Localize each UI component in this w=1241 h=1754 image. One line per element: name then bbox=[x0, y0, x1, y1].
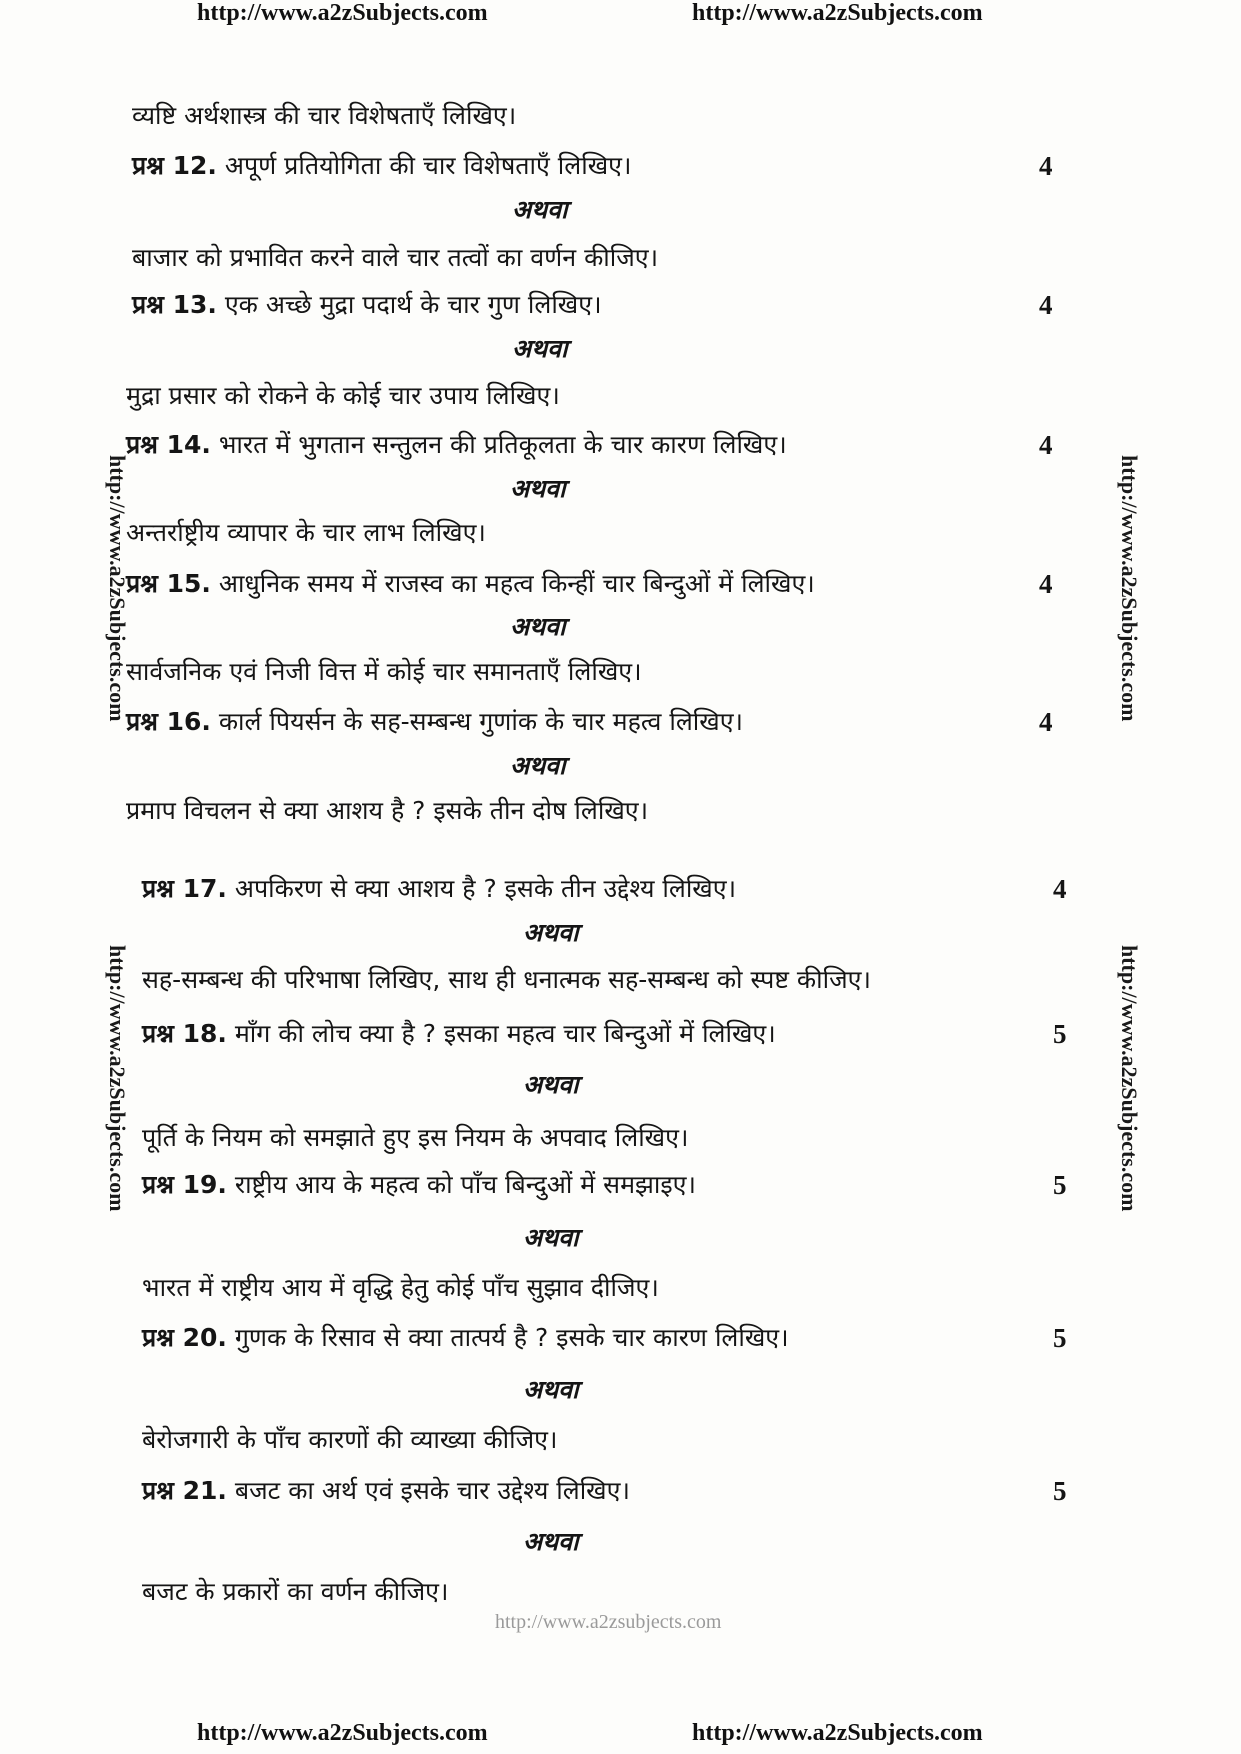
header-url-right[interactable]: http://www.a2zSubjects.com bbox=[692, 0, 983, 26]
question-14 bbox=[126, 427, 787, 461]
question-text: माँग की लोच क्या है ? इसका महत्व चार बिन्दुओं में लिखिए। bbox=[234, 1019, 776, 1048]
or-label: अथवा bbox=[523, 1375, 579, 1404]
or-label: अथवा bbox=[512, 195, 568, 224]
question-label: प्रश्न 18. bbox=[142, 1019, 227, 1048]
or-label: अथवा bbox=[512, 334, 568, 363]
question-text: अपूर्ण प्रतियोगिता की चार विशेषताएँ लिखिए। bbox=[224, 151, 632, 180]
or-label: अथवा bbox=[523, 1070, 579, 1099]
question-text: राष्ट्रीय आय के महत्व को पाँच बिन्दुओं में समझाइए। bbox=[234, 1170, 696, 1199]
question-16 bbox=[126, 704, 743, 738]
side-watermark-left-lower: http://www.a2zSubjects.com bbox=[105, 945, 130, 1212]
marks-15: 4 bbox=[1039, 569, 1053, 599]
marks-21: 5 bbox=[1053, 1476, 1067, 1506]
question-label: प्रश्न 12. bbox=[132, 151, 217, 180]
question-text: गुणक के रिसाव से क्या तात्पर्य है ? इसके चार कारण लिखिए। bbox=[234, 1323, 789, 1352]
side-watermark-right-upper: http://www.a2zSubjects.com bbox=[1117, 455, 1142, 722]
alternative-21: बजट के प्रकारों का वर्णन कीजिए। bbox=[142, 1577, 449, 1606]
question-20 bbox=[142, 1320, 789, 1354]
marks-20: 5 bbox=[1053, 1323, 1067, 1353]
question-label: प्रश्न 21. bbox=[142, 1476, 227, 1505]
footer-url-right[interactable]: http://www.a2zSubjects.com bbox=[692, 1720, 983, 1746]
alternative-18: पूर्ति के नियम को समझाते हुए इस नियम के अपवाद लिखिए। bbox=[142, 1123, 689, 1152]
or-label: अथवा bbox=[510, 612, 566, 641]
side-watermark-right-lower: http://www.a2zSubjects.com bbox=[1117, 945, 1142, 1212]
question-text: अपकिरण से क्या आशय है ? इसके तीन उद्देश्य लिखिए। bbox=[234, 874, 737, 903]
question-label: प्रश्न 20. bbox=[142, 1323, 227, 1352]
or-label: अथवा bbox=[523, 1527, 579, 1556]
marks-12: 4 bbox=[1039, 151, 1053, 181]
marks-13: 4 bbox=[1039, 290, 1053, 320]
question-text: एक अच्छे मुद्रा पदार्थ के चार गुण लिखिए। bbox=[224, 290, 602, 319]
alternative-17: सह-सम्बन्ध की परिभाषा लिखिए, साथ ही धनात्मक सह-सम्बन्ध को स्पष्ट कीजिए। bbox=[142, 965, 871, 994]
question-text: बजट का अर्थ एवं इसके चार उद्देश्य लिखिए। bbox=[234, 1476, 630, 1505]
question-18 bbox=[142, 1016, 776, 1050]
question-text: भारत में भुगतान सन्तुलन की प्रतिकूलता के चार कारण लिखिए। bbox=[218, 430, 787, 459]
question-label: प्रश्न 19. bbox=[142, 1170, 227, 1199]
intro-line: व्यष्टि अर्थशास्त्र की चार विशेषताएँ लिखिए। bbox=[132, 101, 517, 130]
center-footer-url[interactable]: http://www.a2zsubjects.com bbox=[495, 1611, 722, 1633]
question-label: प्रश्न 13. bbox=[132, 290, 217, 319]
question-label: प्रश्न 15. bbox=[126, 569, 211, 598]
question-text: कार्ल पियर्सन के सह-सम्बन्ध गुणांक के चार महत्व लिखिए। bbox=[218, 707, 744, 736]
or-label: अथवा bbox=[510, 474, 566, 503]
alternative-19: भारत में राष्ट्रीय आय में वृद्धि हेतु कोई पाँच सुझाव दीजिए। bbox=[142, 1273, 659, 1302]
question-label: प्रश्न 17. bbox=[142, 874, 227, 903]
question-text: आधुनिक समय में राजस्व का महत्व किन्हीं चार बिन्दुओं में लिखिए। bbox=[218, 569, 815, 598]
alternative-13: मुद्रा प्रसार को रोकने के कोई चार उपाय लिखिए। bbox=[126, 381, 560, 410]
marks-16: 4 bbox=[1039, 707, 1053, 737]
or-label: अथवा bbox=[523, 1223, 579, 1252]
marks-14: 4 bbox=[1039, 430, 1053, 460]
or-label: अथवा bbox=[523, 918, 579, 947]
footer-url-left[interactable]: http://www.a2zSubjects.com bbox=[197, 1720, 488, 1746]
question-15 bbox=[126, 566, 815, 600]
question-21 bbox=[142, 1473, 630, 1507]
alternative-14: अन्तर्राष्ट्रीय व्यापार के चार लाभ लिखिए। bbox=[126, 518, 486, 547]
alternative-16: प्रमाप विचलन से क्या आशय है ? इसके तीन दोष लिखिए। bbox=[126, 796, 649, 825]
header-url-left[interactable]: http://www.a2zSubjects.com bbox=[197, 0, 488, 26]
question-17 bbox=[142, 871, 736, 905]
question-label: प्रश्न 14. bbox=[126, 430, 211, 459]
marks-19: 5 bbox=[1053, 1170, 1067, 1200]
or-label: अथवा bbox=[510, 751, 566, 780]
question-19 bbox=[142, 1167, 696, 1201]
alternative-20: बेरोजगारी के पाँच कारणों की व्याख्या कीजिए। bbox=[142, 1425, 558, 1454]
marks-18: 5 bbox=[1053, 1019, 1067, 1049]
question-13 bbox=[132, 287, 602, 321]
alternative-15: सार्वजनिक एवं निजी वित्त में कोई चार समानताएँ लिखिए। bbox=[126, 657, 642, 686]
alternative-12: बाजार को प्रभावित करने वाले चार तत्वों का वर्णन कीजिए। bbox=[132, 243, 659, 272]
marks-17: 4 bbox=[1053, 874, 1067, 904]
question-12 bbox=[132, 148, 631, 182]
side-watermark-left-upper: http://www.a2zSubjects.com bbox=[105, 455, 130, 722]
question-label: प्रश्न 16. bbox=[126, 707, 211, 736]
